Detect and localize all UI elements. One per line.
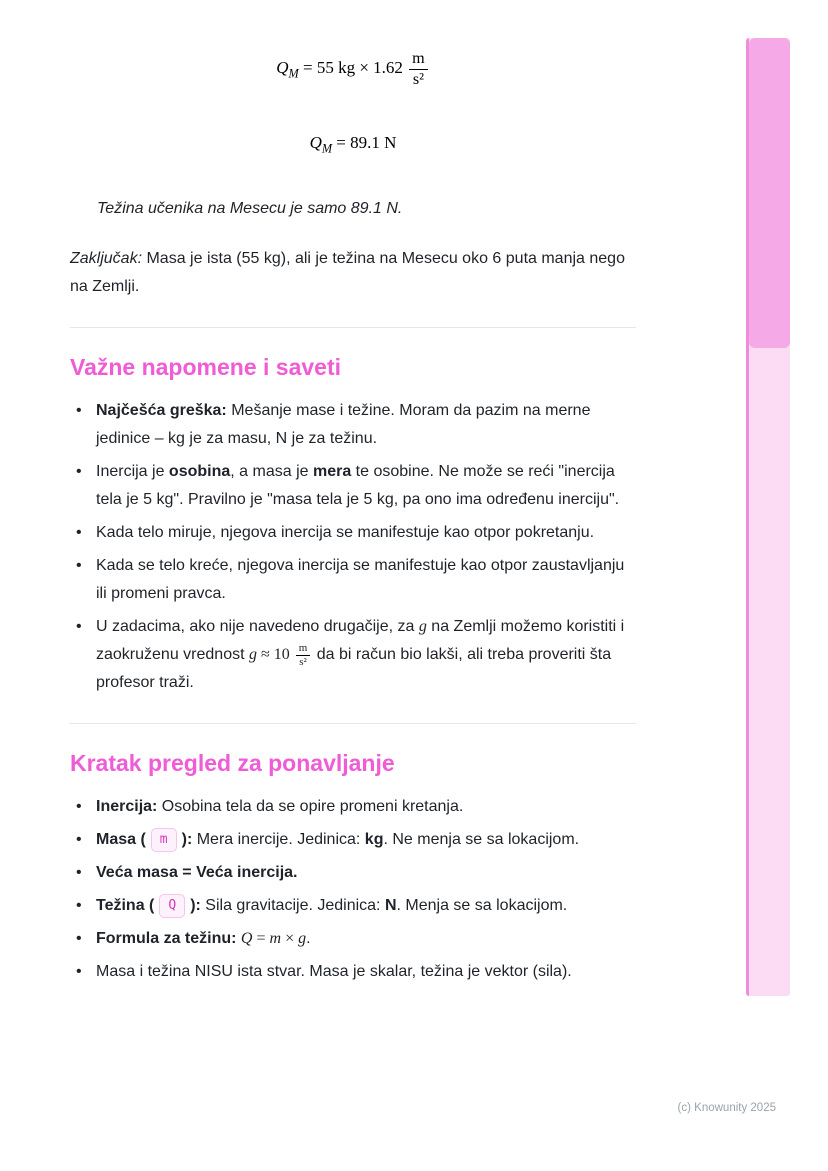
text-segment-math: ≈ 10 xyxy=(256,646,294,664)
list-item xyxy=(70,826,636,854)
text-segment-bold: mera xyxy=(312,463,352,481)
text-segment-code: m xyxy=(151,828,177,852)
text-segment-normal: Mera inercije. Jedinica: xyxy=(192,831,365,849)
text-segment-mathvar: g xyxy=(298,930,307,948)
section-divider xyxy=(70,723,636,724)
text-segment-normal: Kada telo miruje, njegova inercija se manifestuje kao otpor pokretanju. xyxy=(96,524,595,542)
section1-list xyxy=(70,397,636,697)
text-segment-mathvar: Q xyxy=(276,58,289,78)
list-item xyxy=(70,925,636,953)
conclusion-label: Zaključak: xyxy=(70,250,143,268)
text-segment-mathvar: Q xyxy=(240,930,253,948)
footer-copyright: (c) Knowunity 2025 xyxy=(677,1102,776,1114)
list-item xyxy=(70,552,636,608)
text-segment-mathvar: Q xyxy=(309,132,322,152)
text-segment-normal: Masa i težina NISU ista stvar. Masa je skalar, težina je vektor (sila). xyxy=(96,963,572,981)
list-item xyxy=(70,892,636,920)
fraction: $\frac{m}{\text{s²}}$ xyxy=(296,643,311,668)
text-segment-normal: Osobina tela da se opire promeni kretanja. xyxy=(157,798,464,816)
text-segment-normal: U zadacima, ako nije navedeno drugačije, za xyxy=(96,618,419,636)
text-segment-mathvar: m xyxy=(269,930,282,948)
text-segment-normal: Mešanje mase i težine. Moram da pazim na merne jedinice – kg je za masu, N je za težinu. xyxy=(96,402,591,448)
text-segment-normal: . xyxy=(306,930,311,948)
text-segment-normal: Sila gravitacije. Jedinica: xyxy=(200,897,385,915)
fraction: $\frac{m}{\text{s²}}$ xyxy=(409,50,428,89)
section1-title: Važne napomene i saveti xyxy=(70,354,342,381)
formula-note: Težina učenika na Mesecu je samo 89.1 N. xyxy=(97,199,403,217)
text-segment-bold: ): xyxy=(190,897,201,915)
text-segment-normal: . Ne menja se sa lokacijom. xyxy=(383,831,580,849)
text-segment-code: Q xyxy=(159,894,185,918)
text-segment-bold: Masa ( xyxy=(96,831,146,849)
text-segment-normal: , a masa je xyxy=(230,463,313,481)
text-segment-normal: Kada se telo kreće, njegova inercija se manifestuje kao otpor zaustavljanju ili promeni pravca. xyxy=(96,557,625,603)
section2-list xyxy=(70,793,636,986)
text-segment-sub: M xyxy=(321,140,333,155)
text-segment-math: × xyxy=(281,930,299,948)
text-segment-math: = 89.1 N xyxy=(332,132,397,152)
text-segment-math: = xyxy=(252,930,270,948)
section-divider xyxy=(70,327,636,328)
conclusion-text: Masa je ista (55 kg), ali je težina na Mesecu oko 6 puta manja nego na Zemlji. xyxy=(70,250,625,296)
text-segment-normal: Inercija je xyxy=(96,463,169,481)
list-item xyxy=(70,519,636,547)
text-segment-normal: te osobine. Ne može se reći "inercija tela je 5 kg". Pravilno je "masa tela je 5 kg, pa ono ima određenu inerciju". xyxy=(96,463,620,509)
text-segment-math: = 55 kg × 1.62 xyxy=(298,58,408,78)
text-segment-bold: Težina ( xyxy=(96,897,155,915)
text-segment-bold: osobina xyxy=(168,463,231,481)
text-segment-sub: M xyxy=(288,66,299,81)
text-segment-mathvar: g xyxy=(248,646,257,664)
list-item xyxy=(70,859,636,887)
text-segment-normal: da bi račun bio lakši, ali treba proveriti šta profesor traži. xyxy=(96,646,612,692)
text-segment-normal: na Zemlji možemo koristiti i zaokruženu vrednost xyxy=(96,618,625,664)
text-segment-bold: ): xyxy=(181,831,193,849)
list-item xyxy=(70,458,636,514)
list-item xyxy=(70,397,636,453)
scrollbar-track[interactable] xyxy=(746,38,790,996)
content-column xyxy=(70,0,636,991)
text-segment-bold: N xyxy=(384,897,397,915)
text-segment-normal: . Menja se sa lokacijom. xyxy=(396,897,568,915)
text-segment-bold: kg xyxy=(364,831,384,849)
formula-weight-on-moon-calculation xyxy=(70,50,636,89)
text-segment-mathvar: g xyxy=(418,618,427,636)
list-item xyxy=(70,613,636,697)
formula-weight-on-moon-result xyxy=(70,133,636,156)
list-item xyxy=(70,958,636,986)
section2-title: Kratak pregled za ponavljanje xyxy=(70,750,395,777)
text-segment-bold: Formula za težinu: xyxy=(96,930,237,948)
text-segment-bold: Veća masa = Veća inercija. xyxy=(96,864,298,882)
conclusion-paragraph xyxy=(70,245,636,301)
scrollbar-thumb[interactable] xyxy=(749,38,790,348)
list-item xyxy=(70,793,636,821)
text-segment-bold: Najčešća greška: xyxy=(96,402,227,420)
text-segment-bold: Inercija: xyxy=(96,798,158,816)
